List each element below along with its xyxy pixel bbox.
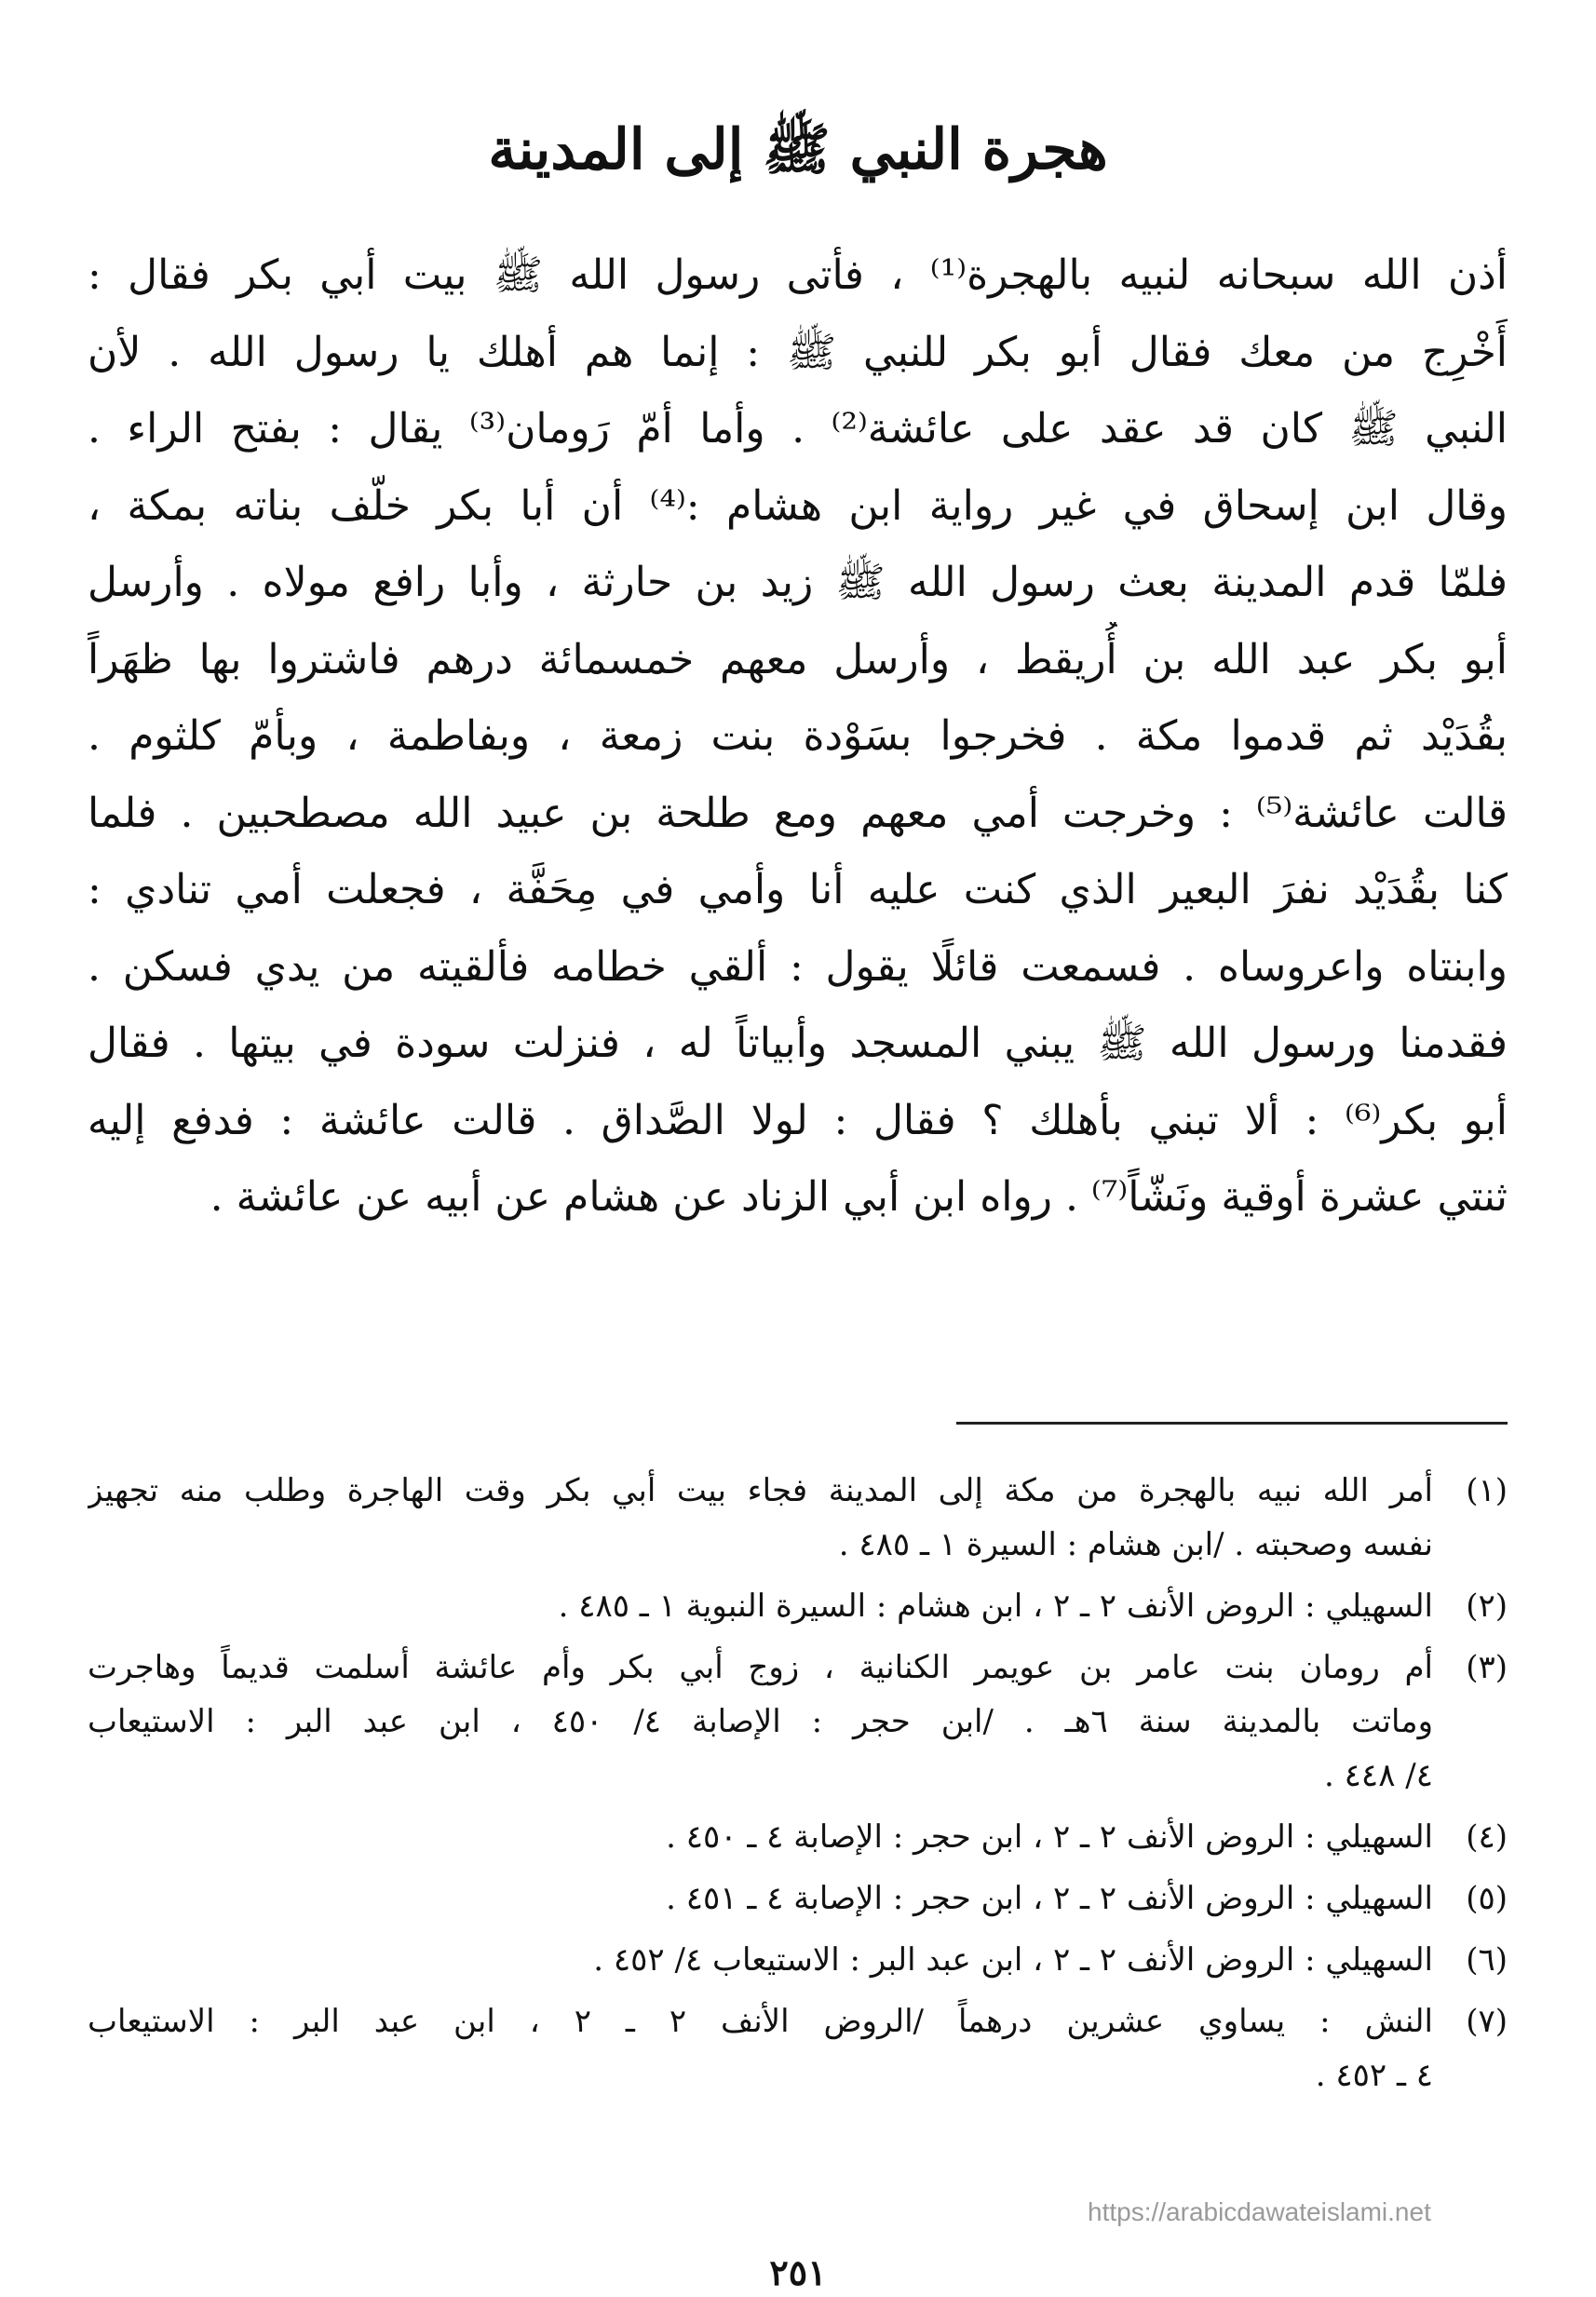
footnote-separator bbox=[956, 1422, 1508, 1425]
footnote-text bbox=[88, 1641, 1433, 1803]
watermark-url: https://arabicdawateislami.net bbox=[1088, 2197, 1431, 2226]
footnote-text bbox=[88, 1994, 1433, 2102]
body-line: فلمّا قدم المدينة بعث رسول الله ﷺ زيد بن حارثة ، وأبا رافع مولاه . وأرسل bbox=[88, 559, 1508, 606]
body-line: فقدمنا ورسول الله ﷺ يبني المسجد وأبياتاً له ، فنزلت سودة في بيتها . فقال bbox=[88, 1020, 1508, 1067]
body-text bbox=[88, 237, 1508, 1236]
footnote-number: (١) bbox=[1466, 1472, 1508, 1509]
footnote-line: ٤ ـ ٤٥٢ . bbox=[1315, 2057, 1433, 2094]
footnote-number: (٧) bbox=[1466, 2003, 1508, 2040]
footnote-4 bbox=[88, 1810, 1508, 1864]
body-line: أبو بكر عبد الله بن أُريقط ، وأرسل معهم خمسمائة درهم فاشتروا بها ظهَراً bbox=[88, 635, 1508, 683]
page-title: هجرة النبي ﷺ إلى المدينة bbox=[488, 117, 1108, 182]
footnote-line: أمر الله نبيه بالهجرة من مكة إلى المدينة فجاء بيت أبي بكر وقت الهاجرة وطلب منه تجهيز bbox=[88, 1472, 1433, 1509]
footnote-text bbox=[88, 1871, 1433, 1925]
footnote-line: السهيلي : الروض الأنف ٢ ـ ٢ ، ابن حجر : الإصابة ٤ ـ ٤٥١ . bbox=[666, 1880, 1433, 1917]
footnote-text bbox=[88, 1464, 1433, 1572]
body-line: أَخْرِج من معك فقال أبو بكر للنبي ﷺ : إنما هم أهلك يا رسول الله . لأن bbox=[88, 328, 1508, 376]
footnote-line: وماتت بالمدينة سنة ٦هـ . /ابن حجر : الإصابة ٤/ ٤٥٠ ، ابن عبد البر : الاستيعاب bbox=[88, 1703, 1433, 1740]
footnote-line: السهيلي : الروض الأنف ٢ ـ ٢ ، ابن حجر : الإصابة ٤ ـ ٤٥٠ . bbox=[666, 1818, 1433, 1856]
footnote-6 bbox=[88, 1933, 1508, 1987]
body-line: كنا بقُدَيْد نفرَ البعير الذي كنت عليه أنا وأمي في مِحَفَّة ، فجعلت أمي تنادي : bbox=[88, 866, 1508, 913]
footnotes bbox=[88, 1464, 1508, 2110]
footnote-text bbox=[88, 1933, 1433, 1987]
body-line: وقال ابن إسحاق في غير رواية ابن هشام :⁽⁴⁾ أن أبا بكر خلّف بناته بمكة ، bbox=[88, 481, 1508, 530]
footnote-line: السهيلي : الروض الأنف ٢ ـ ٢ ، ابن هشام : السيرة النبوية ١ ـ ٤٨٥ . bbox=[558, 1588, 1433, 1625]
footnote-number: (٤) bbox=[1466, 1818, 1508, 1856]
footnote-text bbox=[88, 1810, 1433, 1864]
footnote-number: (٣) bbox=[1466, 1649, 1508, 1686]
footnote-text bbox=[88, 1579, 1433, 1633]
footnote-7 bbox=[88, 1994, 1508, 2102]
footnote-line: النش : يساوي عشرين درهماً /الروض الأنف ٢ ـ ٢ ، ابن عبد البر : الاستيعاب bbox=[88, 2003, 1433, 2040]
footnote-number: (٢) bbox=[1466, 1588, 1508, 1625]
body-line: النبي ﷺ كان قد عقد على عائشة⁽²⁾ . وأما أمّ رَومان⁽³⁾ يقال : بفتح الراء . bbox=[88, 405, 1508, 453]
body-line: قالت عائشة⁽⁵⁾ : وخرجت أمي معهم ومع طلحة بن عبيد الله مصطحبين . فلما bbox=[88, 789, 1508, 837]
body-line: وابنتاه واعروساه . فسمعت قائلًا يقول : ألقي خطامه فألقيته من يدي فسكن . bbox=[88, 942, 1508, 991]
body-line: أبو بكر⁽⁶⁾ : ألا تبني بأهلك ؟ فقال : لولا الصَّداق . قالت عائشة : فدفع إليه bbox=[88, 1096, 1508, 1144]
page-number: ٢٥١ bbox=[769, 2251, 827, 2293]
body-line: ثنتي عشرة أوقية ونَشّاً⁽⁷⁾ . رواه ابن أبي الزناد عن هشام عن أبيه عن عائشة . bbox=[210, 1173, 1508, 1221]
footnote-5 bbox=[88, 1871, 1508, 1925]
footnote-line: ٤/ ٤٤٨ . bbox=[1324, 1757, 1433, 1794]
footnote-line: أم رومان بنت عامر بن عويمر الكنانية ، زوج أبي بكر وأم عائشة أسلمت قديماً وهاجرت bbox=[88, 1649, 1433, 1686]
footnote-2 bbox=[88, 1579, 1508, 1633]
footnote-3 bbox=[88, 1641, 1508, 1803]
footnote-number: (٥) bbox=[1466, 1880, 1508, 1917]
footnote-line: نفسه وصحبته . /ابن هشام : السيرة ١ ـ ٤٨٥ . bbox=[838, 1526, 1433, 1563]
footnote-line: السهيلي : الروض الأنف ٢ ـ ٢ ، ابن عبد البر : الاستيعاب ٤/ ٤٥٢ . bbox=[593, 1941, 1433, 1979]
footnote-1 bbox=[88, 1464, 1508, 1572]
footnote-number: (٦) bbox=[1466, 1941, 1508, 1979]
body-line: بقُدَيْد ثم قدموا مكة . فخرجوا بسَوْدة بنت زمعة ، وبفاطمة ، وبأمّ كلثوم . bbox=[88, 712, 1508, 760]
body-line: أذن الله سبحانه لنبيه بالهجرة⁽¹⁾ ، فأتى رسول الله ﷺ بيت أبي بكر فقال : bbox=[88, 251, 1508, 299]
